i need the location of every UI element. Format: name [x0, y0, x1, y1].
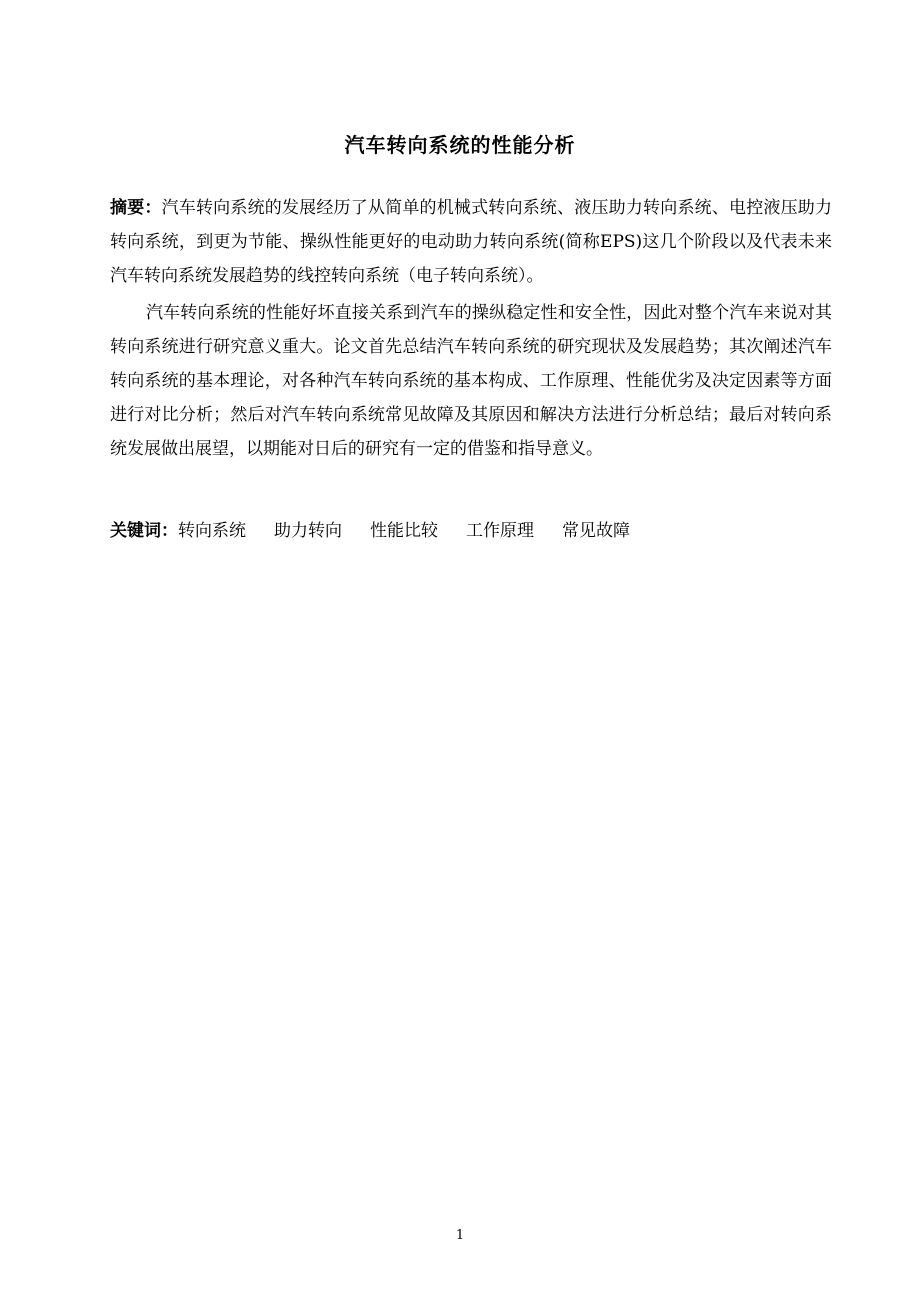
keyword-item: 性能比较 — [370, 521, 438, 541]
abstract-text: 汽车转向系统的发展经历了从简单的机械式转向系统、液压助力转向系统、电控液压助力转向系统，到更为节能、操纵性能更好的电动助力转向系统(简称EPS)这几个阶段以及代表未来汽车转向系统发展趋势的线控转向系统（电子转向系统）。 — [110, 198, 833, 286]
keyword-item: 工作原理 — [466, 521, 534, 541]
keywords-line — [110, 514, 832, 548]
keyword-item: 转向系统 — [178, 521, 246, 541]
abstract-paragraph — [110, 191, 832, 293]
document-title: 汽车转向系统的性能分析 — [344, 133, 576, 157]
abstract-second-paragraph: 汽车转向系统的性能好坏直接关系到汽车的操纵稳定性和安全性，因此对整个汽车来说对其转向系统进行研究意义重大。论文首先总结汽车转向系统的研究现状及发展趋势；其次阐述汽车转向系统的基本理论，对各种汽车转向系统的基本构成、工作原理、性能优劣及决定因素等方面进行对比分析；然后对汽车转向系统常见故障及其原因和解决方法进行分析总结；最后对转向系统发展做出展望，以期能对日后的研究有一定的借鉴和指导意义。 — [110, 303, 832, 459]
keyword-item: 常见故障 — [562, 521, 630, 541]
page-number: 1 — [455, 1228, 465, 1243]
keywords-label: 关键词： — [110, 521, 178, 541]
abstract-label: 摘要： — [110, 198, 162, 218]
keyword-item: 助力转向 — [274, 521, 342, 541]
